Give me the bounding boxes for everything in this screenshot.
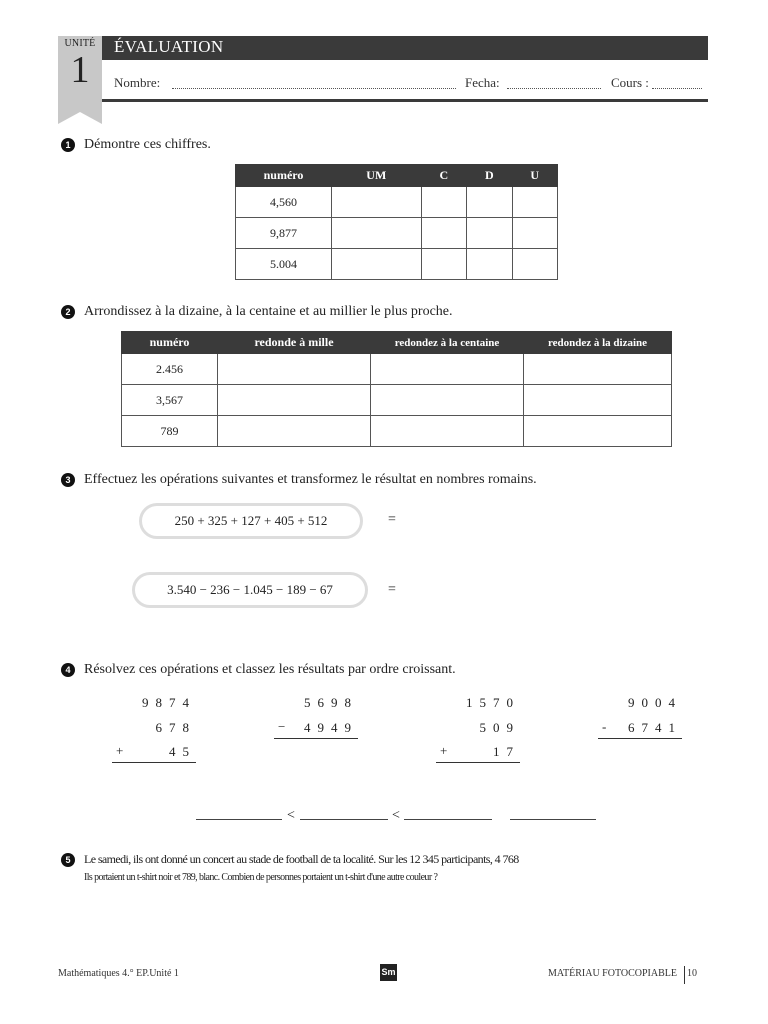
operand: 6741 [628, 720, 682, 735]
sum-line [598, 738, 682, 739]
answer-field[interactable] [412, 578, 552, 602]
row-number: 3,567 [122, 385, 218, 416]
page-title: ÉVALUATION [114, 37, 224, 56]
equals-sign: = [388, 582, 396, 597]
column-header: redonde à mille [218, 332, 371, 354]
answer-cell[interactable] [371, 354, 524, 385]
less-than-sign: < [392, 808, 400, 823]
question-text: Arrondissez à la dizaine, à la centaine et au millier le plus proche. [84, 304, 453, 319]
footer-left: Mathématiques 4.° EP.Unité 1 [58, 968, 179, 979]
footer-divider [684, 966, 685, 984]
answer-cell[interactable] [467, 187, 512, 218]
column-header: redondez à la dizaine [524, 332, 672, 354]
expression-box: 3.540 − 236 − 1.045 − 189 − 67 [132, 572, 368, 608]
minus-sign: - [602, 719, 607, 734]
minus-sign: − [278, 719, 286, 734]
date-field[interactable] [507, 88, 601, 89]
operand: 4949 [304, 720, 358, 735]
answer-cell[interactable] [512, 187, 558, 218]
question-text: Le samedi, ils ont donné un concert au stade de football de ta localité. Sur les 12 345 participants, 4 768 [84, 852, 519, 866]
operand: 5698 [304, 695, 358, 710]
question-text: Ils portaient un t-shirt noir et 789, blanc. Combien de personnes portaient un t-shirt d'une autre couleur ? [84, 872, 438, 883]
course-label: Cours : [611, 75, 649, 90]
answer-cell[interactable] [421, 218, 466, 249]
place-value-table [235, 164, 558, 280]
answer-cell[interactable] [332, 218, 422, 249]
plus-sign: + [116, 743, 124, 758]
operand: 678 [155, 720, 196, 735]
order-blank[interactable] [510, 819, 596, 820]
answer-cell[interactable] [218, 354, 371, 385]
answer-cell[interactable] [524, 385, 672, 416]
operand: 17 [493, 744, 520, 759]
column-header: C [421, 165, 466, 187]
answer-cell[interactable] [524, 416, 672, 447]
sum-line [436, 762, 520, 763]
name-label: Nombre: [114, 75, 161, 90]
operand: 9004 [628, 695, 682, 710]
question-text: Effectuez les opérations suivantes et transformez le résultat en nombres romains. [84, 472, 537, 487]
course-field[interactable] [652, 88, 702, 89]
question-number: 2 [61, 305, 75, 319]
answer-cell[interactable] [218, 416, 371, 447]
answer-cell[interactable] [512, 249, 558, 280]
column-header: redondez à la centaine [371, 332, 524, 354]
unit-number: 1 [70, 49, 90, 91]
equals-sign: = [388, 512, 396, 527]
order-blank[interactable] [300, 819, 388, 820]
row-number: 789 [122, 416, 218, 447]
question-text: Démontre ces chiffres. [84, 137, 211, 152]
answer-cell[interactable] [218, 385, 371, 416]
question-number: 1 [61, 138, 75, 152]
column-header: numéro [236, 165, 332, 187]
question-number: 5 [61, 853, 75, 867]
column-header: D [467, 165, 512, 187]
operand: 9874 [142, 695, 196, 710]
operand: 509 [479, 720, 520, 735]
header-rule [102, 99, 708, 102]
unit-label: UNITÉ [64, 38, 96, 49]
answer-cell[interactable] [421, 187, 466, 218]
row-number: 2.456 [122, 354, 218, 385]
operand: 1570 [466, 695, 520, 710]
question-number: 4 [61, 663, 75, 677]
sum-line [274, 738, 358, 739]
rounding-table [121, 331, 672, 447]
answer-cell[interactable] [332, 187, 422, 218]
date-label: Fecha: [465, 75, 500, 90]
question-text: Résolvez ces opérations et classez les résultats par ordre croissant. [84, 662, 456, 677]
column-header: UM [332, 165, 422, 187]
column-header: numéro [122, 332, 218, 354]
less-than-sign: < [287, 808, 295, 823]
order-blank[interactable] [404, 819, 492, 820]
row-number: 4,560 [236, 187, 332, 218]
answer-cell[interactable] [371, 385, 524, 416]
expression-box: 250 + 325 + 127 + 405 + 512 [139, 503, 363, 539]
row-number: 9,877 [236, 218, 332, 249]
answer-cell[interactable] [524, 354, 672, 385]
plus-sign: + [440, 743, 448, 758]
operand: 45 [169, 744, 196, 759]
column-header: U [512, 165, 558, 187]
answer-field[interactable] [412, 508, 552, 532]
answer-cell[interactable] [512, 218, 558, 249]
order-blank[interactable] [196, 819, 282, 820]
answer-cell[interactable] [371, 416, 524, 447]
row-number: 5.004 [236, 249, 332, 280]
sum-line [112, 762, 196, 763]
answer-cell[interactable] [467, 249, 512, 280]
page-number: 10 [687, 968, 697, 979]
answer-cell[interactable] [467, 218, 512, 249]
footer-right: MATÉRIAU FOTOCOPIABLE [548, 968, 677, 979]
answer-cell[interactable] [332, 249, 422, 280]
question-number: 3 [61, 473, 75, 487]
name-field[interactable] [172, 88, 456, 89]
answer-cell[interactable] [421, 249, 466, 280]
publisher-logo: Sm [380, 964, 397, 981]
